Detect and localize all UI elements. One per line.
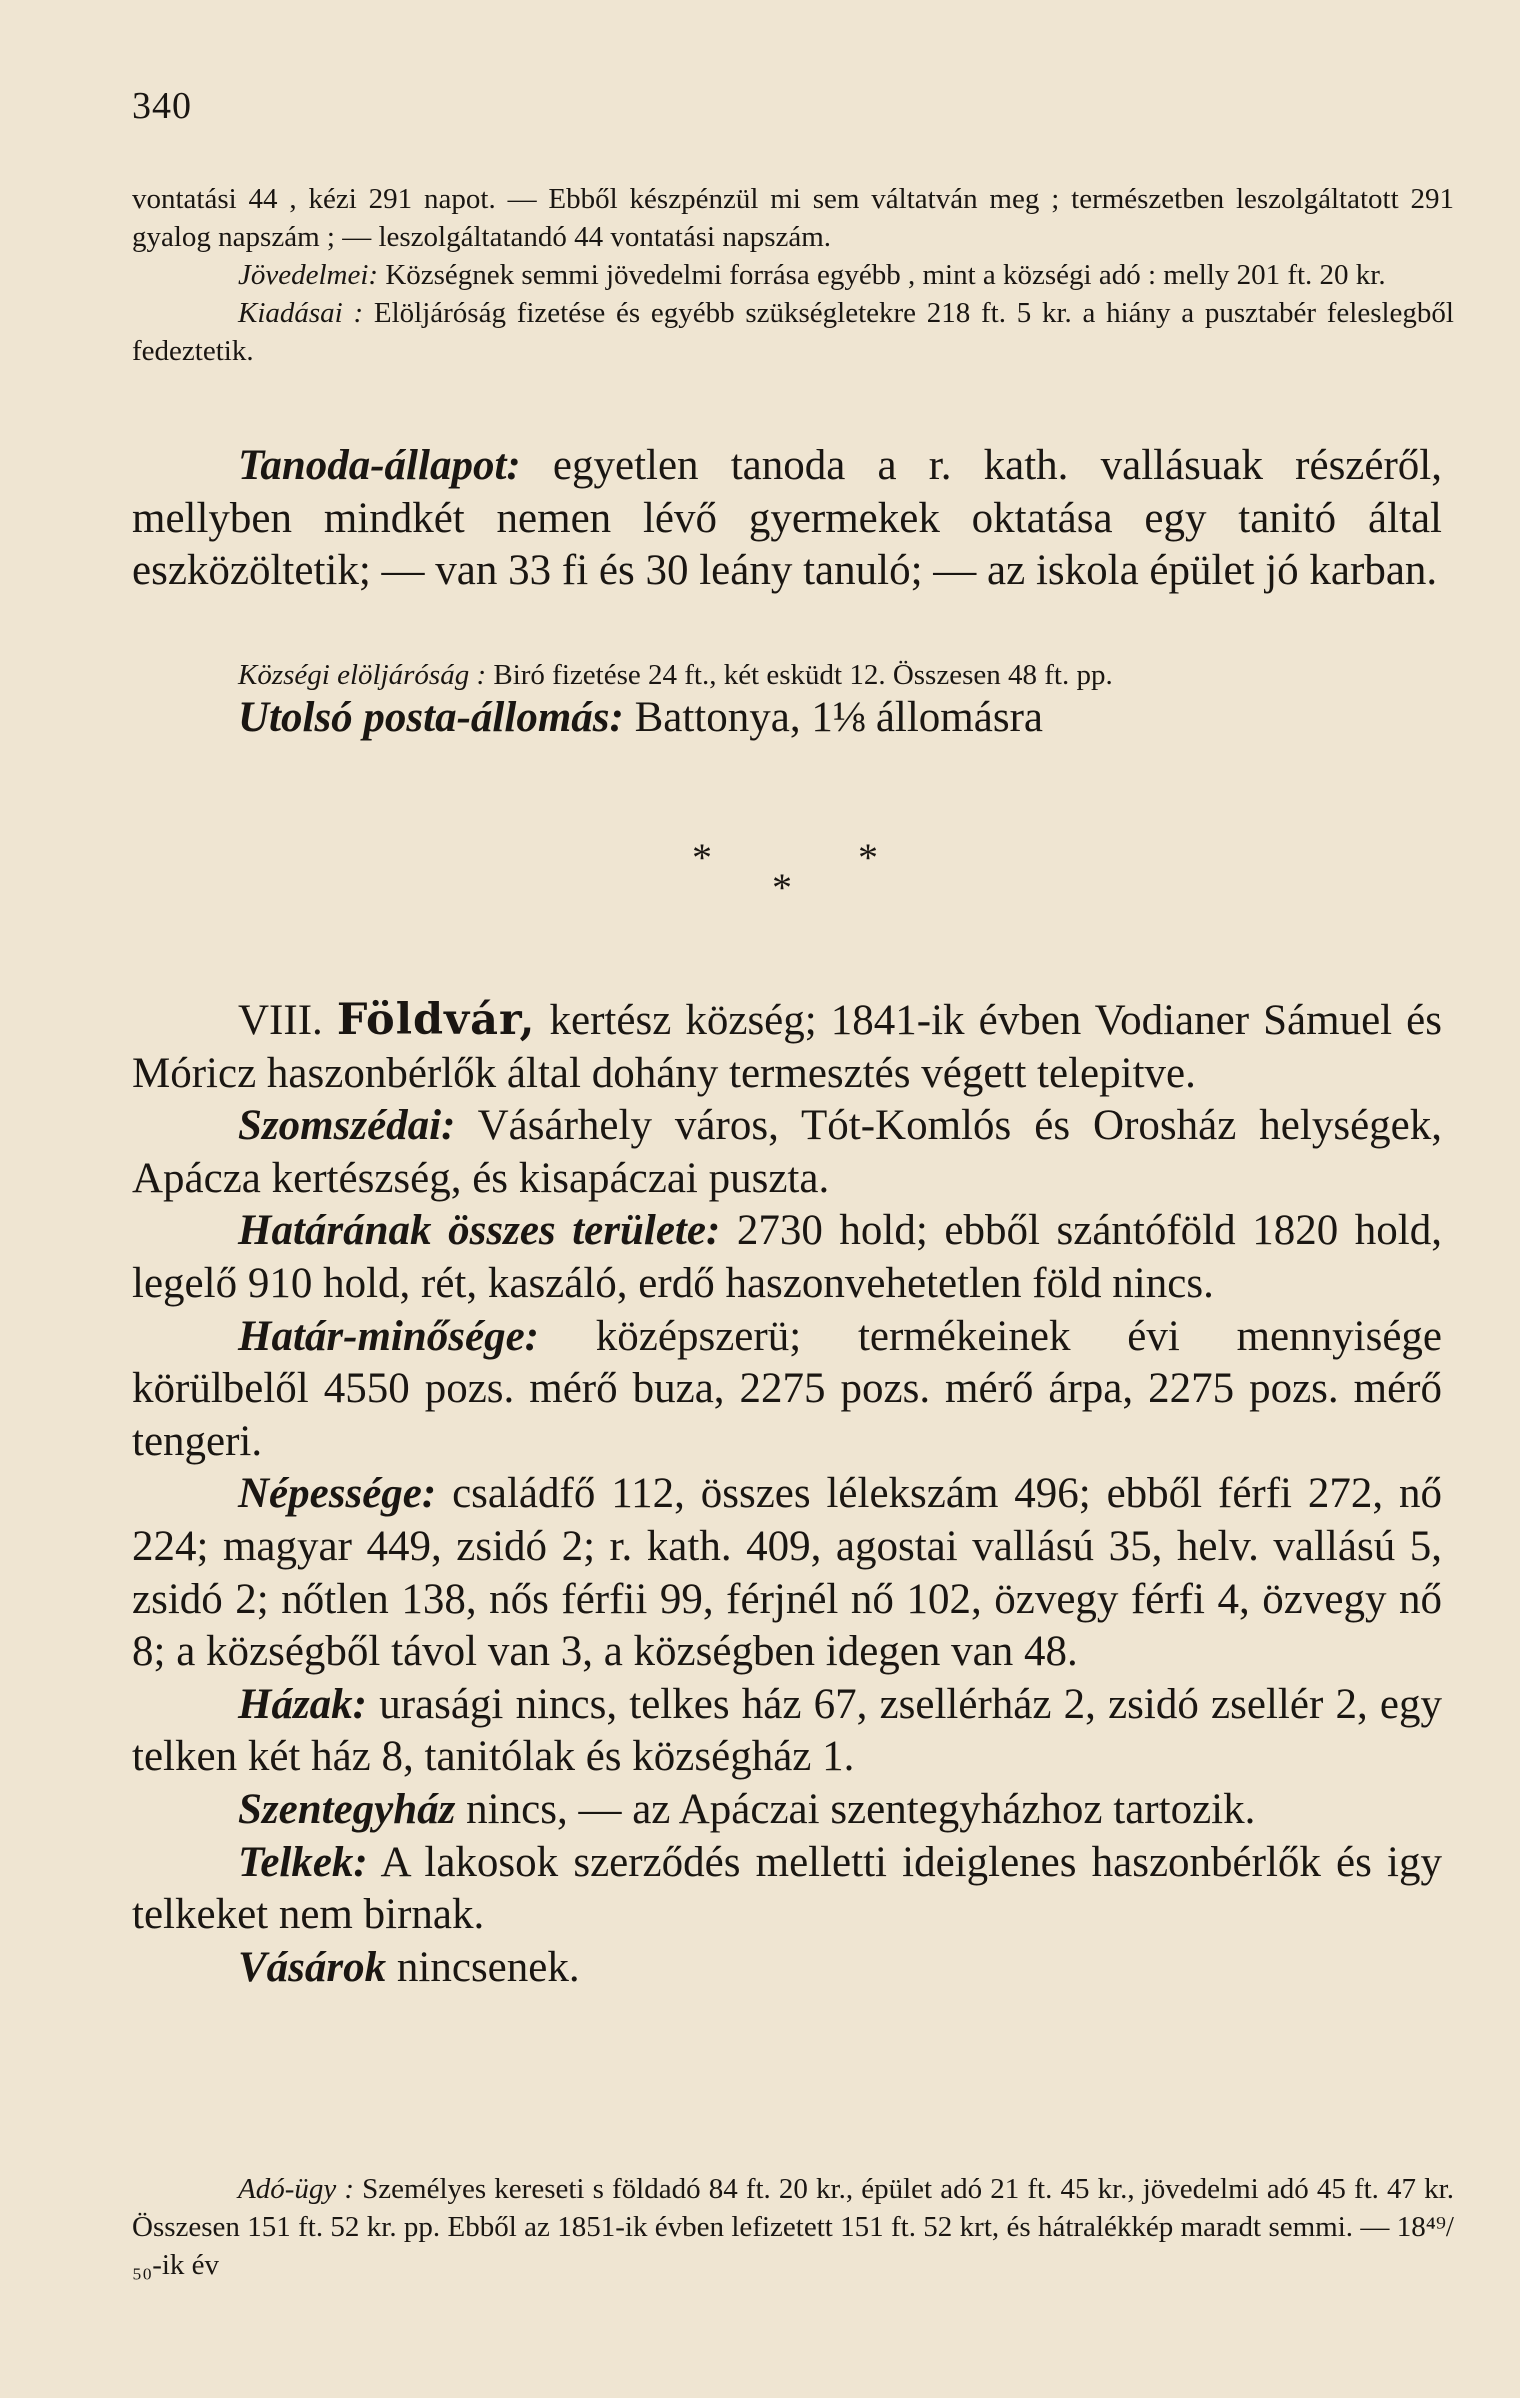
post-block [132,692,1442,745]
paragraph-school [132,440,1442,598]
tax-block [132,2170,1454,2284]
paragraph-plots [132,1837,1442,1942]
paragraph-area [132,1205,1442,1310]
neighbors-text: Vásárhely város, Tót-Komlós és Orosház helységek, Apácza kertészség, és kisapáczai puszta. [132,1102,1442,1202]
intro-text: kertész község; 1841-ik évben Vodianer Sámuel és Móricz haszonbérlők által dohány termesztés végett telepitve. [132,997,1442,1097]
paragraph-church [132,1784,1442,1837]
markets-label: Vásárok [238,1943,387,1991]
page-number: 340 [132,85,192,127]
income-label: Jövedelmei: [238,259,379,291]
area-label: Határának összes területe: [238,1207,721,1255]
paragraph-markets [132,1942,1442,1995]
paragraph-income [132,256,1454,294]
houses-text: urasági nincs, telkes ház 67, zsellérház 2, zsidó zsellér 2, egy telken két ház 8, tanitólak és községház 1. [132,1680,1442,1781]
area-text: 2730 hold; ebből szántóföld 1820 hold, legelő 910 hold, rét, kaszáló, erdő haszonvehetetlen föld nincs. [132,1207,1442,1307]
paragraph-labor: vontatási 44 , kézi 291 napot. — Ebből készpénzül mi sem váltatván meg ; természetben leszolgáltatott 291 gyalog napszám ; — leszolgáltatandó 44 vontatási napszám. [132,183,1454,253]
population-text: családfő 112, összes lélekszám 496; ebből férfi 272, nő 224; magyar 449, zsidó 2; r. kath. 409, agostai vallású 35, helv. vallású 5, zsidó 2; nőtlen 138, nős férfii 99, férjnél nő 102, özvegy férfi 4, özvegy nő 8; a községből távol van 3, a községben idegen van 48. [132,1470,1442,1676]
paragraph-population [132,1468,1442,1678]
quality-label: Határ-minősége: [238,1312,539,1360]
markets-text: nincsenek. [386,1943,580,1991]
expense-text: Elöljáróság fizetése és egyébb szükségletekre 218 ft. 5 kr. a hiány a pusztabér feleslegből fedeztetik. [132,297,1454,367]
post-label: Utolsó posta-állomás: [238,694,624,741]
houses-label: Házak: [238,1680,367,1728]
officials-block [132,656,1454,694]
separator-star: * [692,835,712,880]
paragraph-neighbors [132,1100,1442,1205]
post-text: Battonya, 1⅛ állomásra [623,694,1043,741]
quality-text: középszerü; termékeinek évi mennyisége körülbelől 4550 pozs. mérő buza, 2275 pozs. mérő árpa, 2275 pozs. mérő tengeri. [132,1312,1442,1465]
paragraph-officials [132,656,1454,694]
section-viii [132,994,1442,1994]
section-separator [660,835,900,910]
plots-label: Telkek: [238,1838,368,1886]
income-text: Községnek semmi jövedelmi forrása egyébb , mint a községi adó : melly 201 ft. 20 kr. [378,259,1386,291]
expense-label: Kiadásai : [238,297,364,329]
paragraph-expenses [132,294,1454,370]
place-name: Földvár, [336,995,536,1045]
school-section [132,440,1442,598]
population-label: Népessége: [238,1470,437,1518]
paragraph-houses [132,1679,1442,1784]
school-text: egyetlen tanoda a r. kath. vallásuak részéről, mellyben mindkét nemen lévő gyermekek oktatása egy tanitó által eszközöltetik; — van 33 fi és 30 leány tanuló; — az iskola épület jó karban. [132,442,1442,595]
officials-text: Biró fizetése 24 ft., két esküdt 12. Összesen 48 ft. pp. [486,659,1113,691]
paragraph-quality [132,1311,1442,1469]
top-small-text [132,180,1454,370]
church-label: Szentegyház [238,1785,456,1833]
neighbors-label: Szomszédai: [238,1102,456,1150]
paragraph-tax [132,2170,1454,2284]
plots-text: A lakosok szerződés melletti ideiglenes haszonbérlők és igy telkeket nem birnak. [132,1838,1442,1939]
separator-star: * [772,865,792,910]
tax-text: Személyes kereseti s földadó 84 ft. 20 kr., épület adó 21 ft. 45 kr., jövedelmi adó 45 ft. 47 kr. Összesen 151 ft. 52 kr. pp. Ebből az 1851-ik évben lefizetett 151 ft. 52 krt, és hátralékkép maradt semmi. — 18⁴⁹/₅₀-ik év [132,2173,1454,2281]
church-text: nincs, — az Apáczai szentegyházhoz tartozik. [455,1785,1256,1833]
paragraph-foldvar-intro [132,994,1442,1100]
paragraph-post [132,692,1442,745]
tax-label: Adó-ügy : [238,2173,355,2205]
separator-star: * [858,835,878,880]
section-numeral: VIII. [238,997,323,1044]
officials-label: Községi elöljáróság : [238,659,487,691]
school-label: Tanoda-állapot: [238,442,521,489]
